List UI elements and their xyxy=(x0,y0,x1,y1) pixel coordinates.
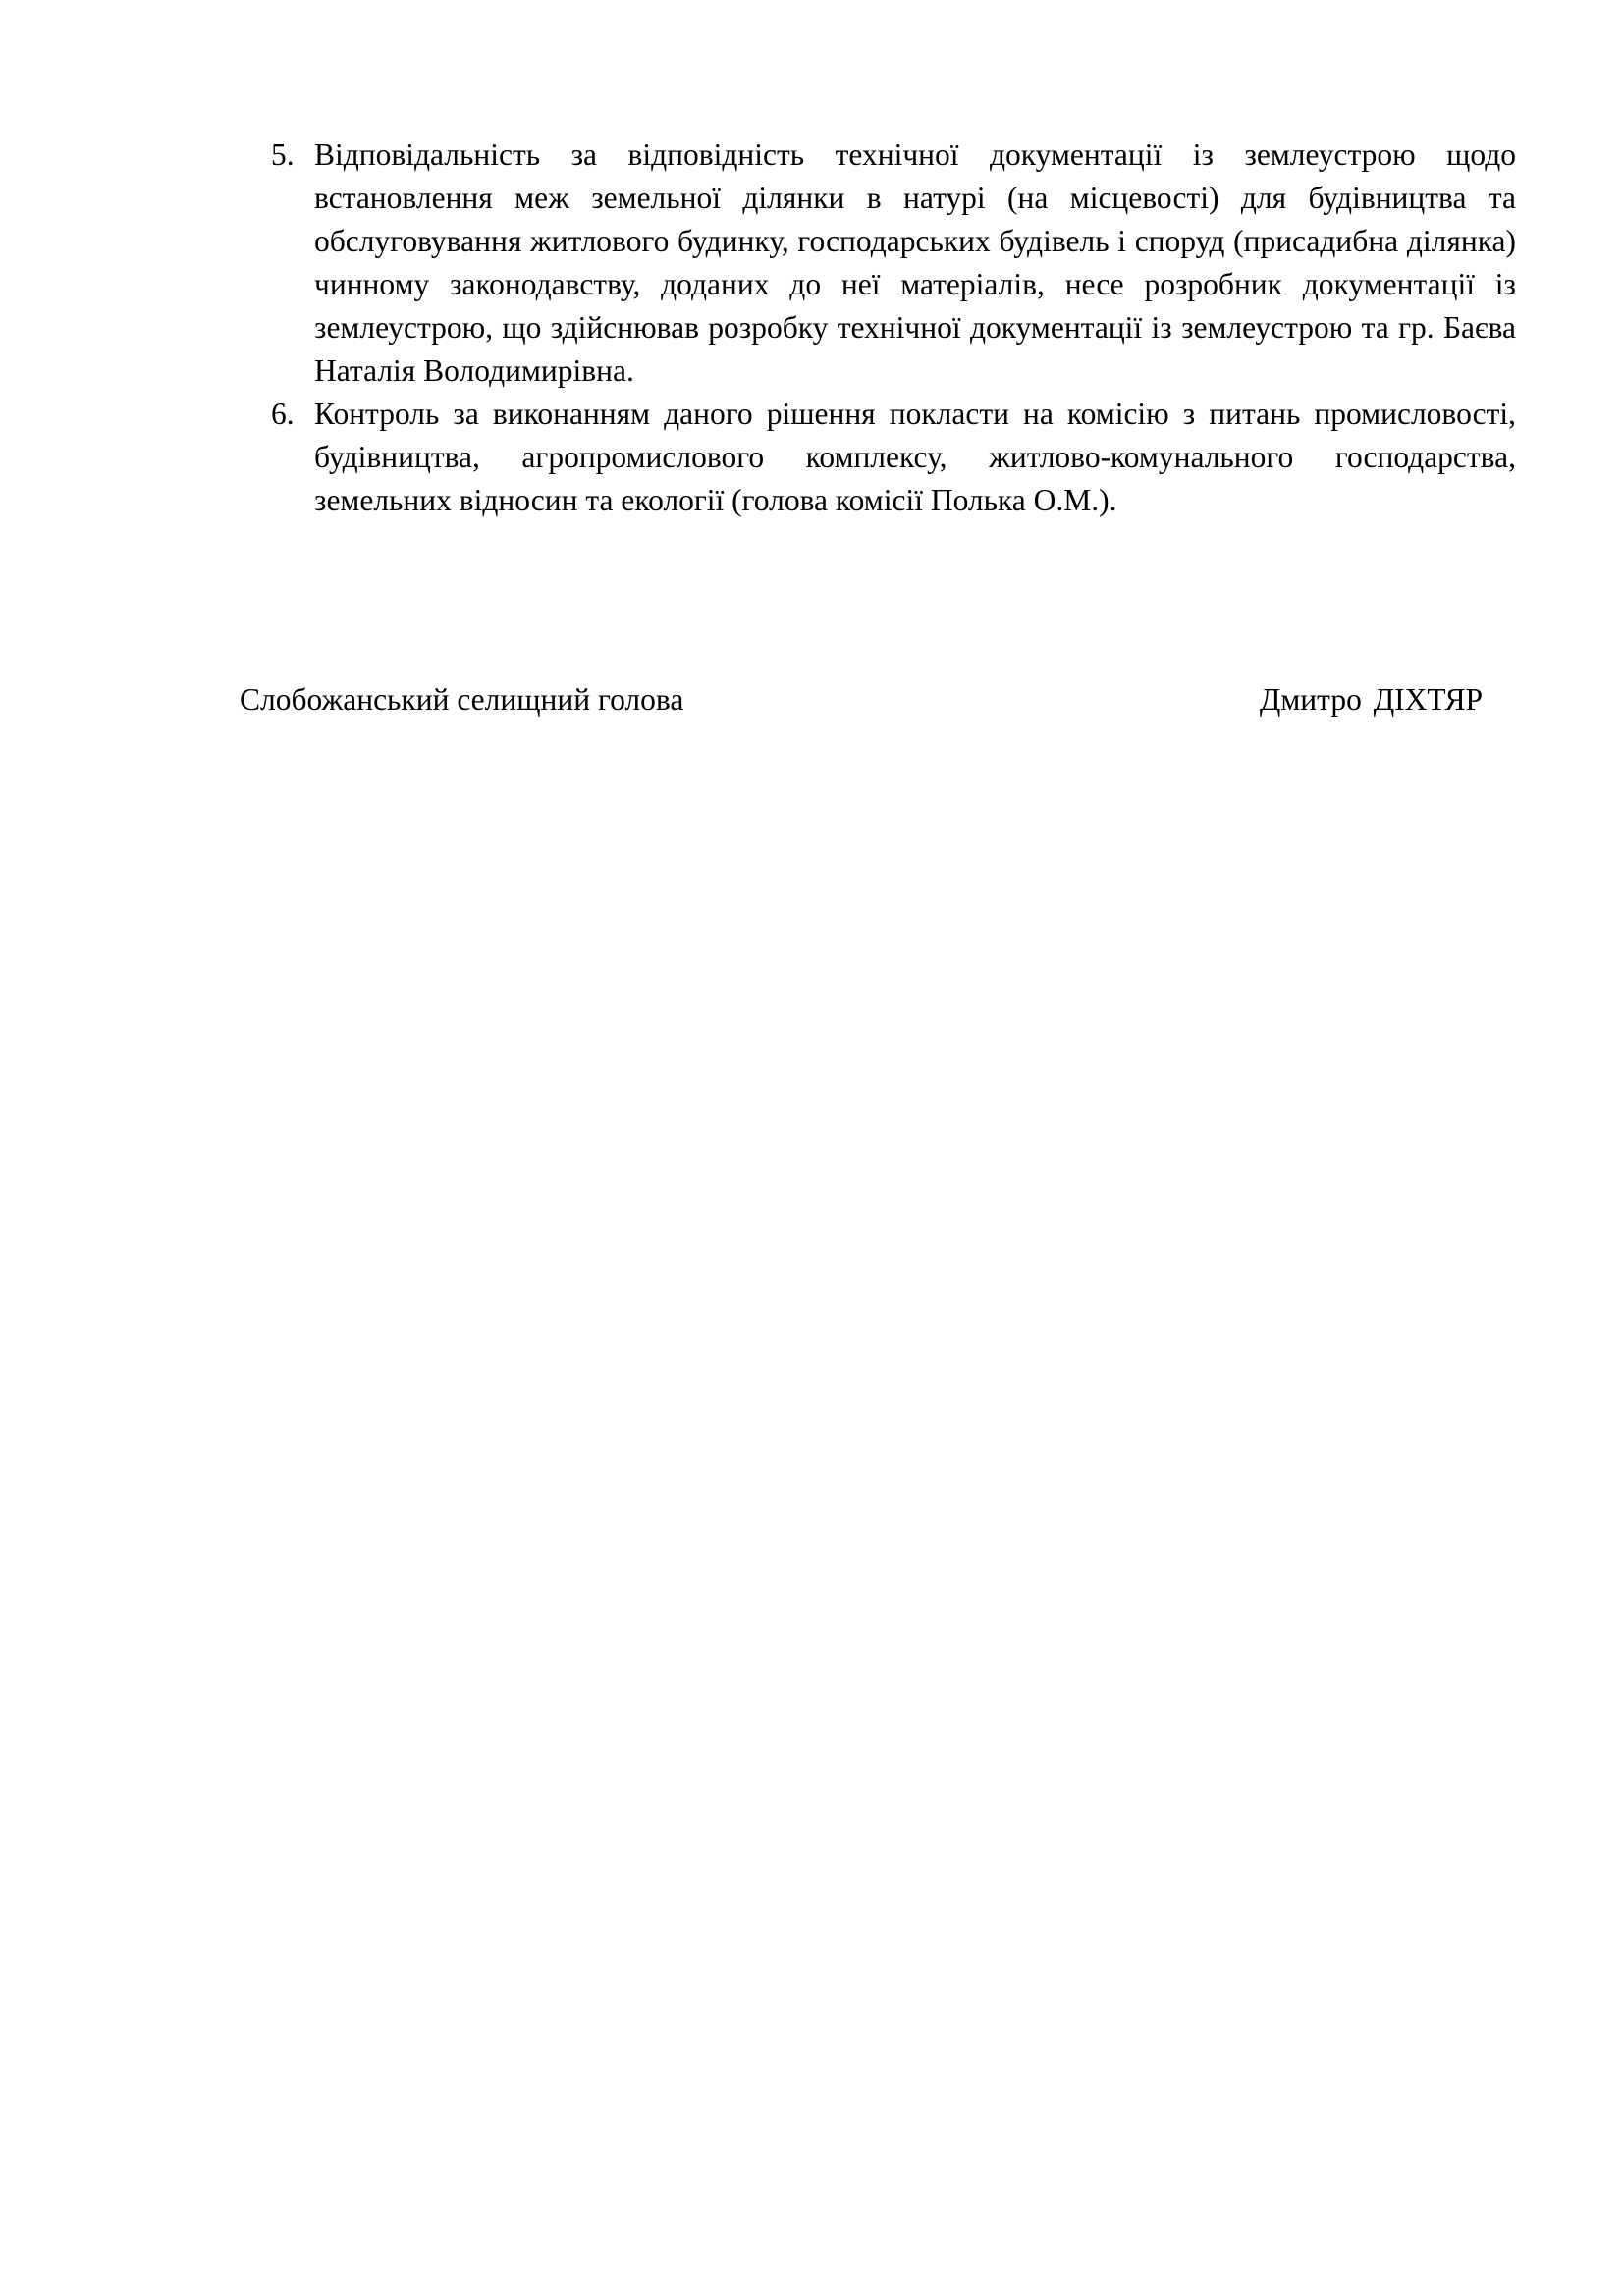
signature-name: Дмитро ДІХТЯР xyxy=(1259,682,1483,717)
item-text: Відповідальність за відповідність технічної документації із землеустрою щодо встановлення меж земельної ділянки в натурі (на місцевості) для будівництва та обслуговування житлового будинку, господарських будівель і споруд (присадибна ділянка) чинному законодавству, доданих до неї матеріалів, несе розробник документації із землеустрою, що здійснював розробку технічної документації із землеустрою та гр. Баєва Наталія Володимирівна. xyxy=(314,137,1516,388)
decision-item-5 xyxy=(263,133,1516,393)
item-text: Контроль за виконанням даного рішення покласти на комісію з питань промисловості, будівництва, агропромислового комплексу, житлово-комунального господарства, земельних відносин та екології (голова комісії Полька О.М.). xyxy=(314,397,1516,517)
signature-block xyxy=(240,678,1483,721)
decision-item-6 xyxy=(263,393,1516,522)
item-number: 5. xyxy=(271,137,295,172)
item-number: 6. xyxy=(271,397,295,431)
signature-title: Слобожанський селищний голова xyxy=(240,682,684,717)
decision-list xyxy=(263,133,1516,522)
